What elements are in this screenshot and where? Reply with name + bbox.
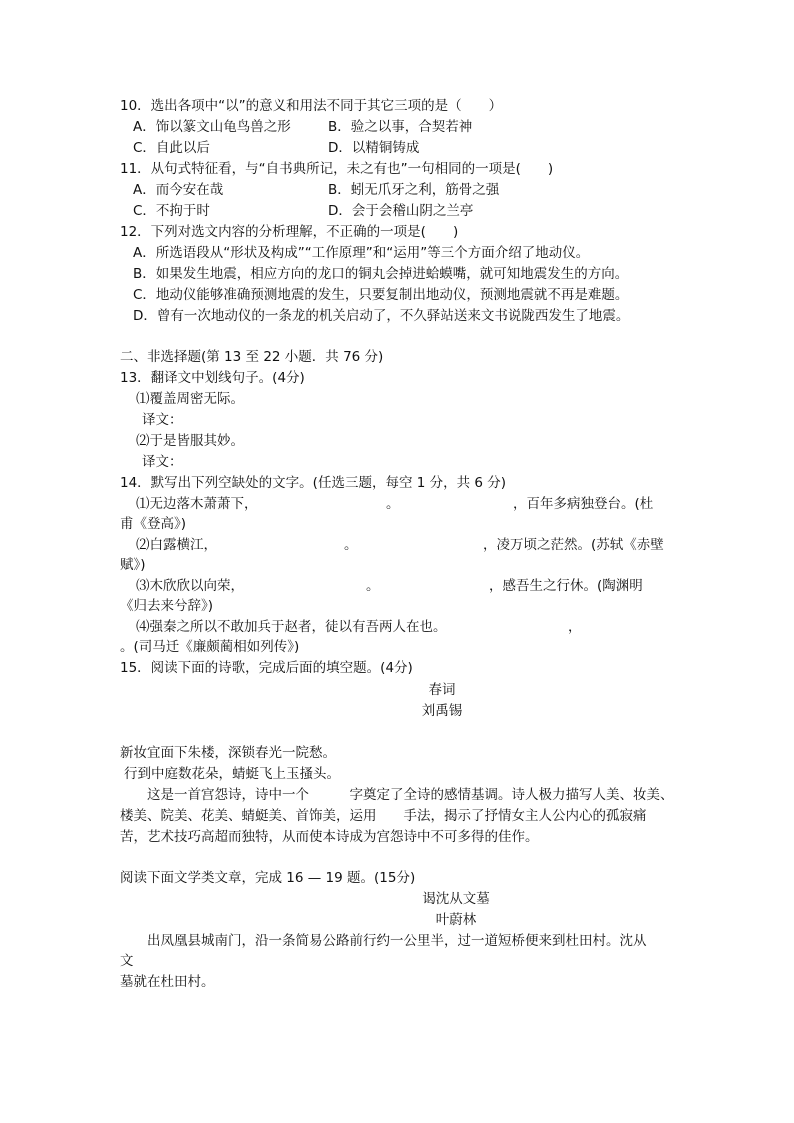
q15-paragraph-1: 这是一首宫怨诗，诗中一个 字奠定了全诗的感情基调。诗人极力描写人美、妆美、 xyxy=(147,787,674,803)
q14-line2-b: 。 xyxy=(344,537,358,553)
q14-line1-c: ，百年多病独登台。(杜 xyxy=(513,496,654,512)
q14-stem: 14．默写出下列空缺处的文字。(任选三题，每空 1 分，共 6 分) xyxy=(120,475,507,491)
q13-sentence-1: ⑴覆盖周密无际。 xyxy=(136,391,244,407)
q13-answer-2: 译文： xyxy=(142,454,183,470)
q10-option-c: C．自此以后 xyxy=(133,140,210,156)
section-heading: 二、非选择题(第 13 至 22 小题．共 76 分) xyxy=(120,349,384,365)
q10-option-d: D．以精铜铸成 xyxy=(328,140,420,156)
q11-option-a: A．而今安在哉 xyxy=(133,182,224,198)
q13-sentence-2: ⑵于是皆服其妙。 xyxy=(136,433,244,449)
poem-title: 春词 xyxy=(428,682,456,698)
q14-line1-b: 。 xyxy=(386,496,400,512)
article-title: 谒沈从文墓 xyxy=(422,891,490,907)
poem-verse-2: 行到中庭数花朵，蜻蜓飞上玉搔头。 xyxy=(124,766,340,782)
q14-line4-b: ， xyxy=(568,619,582,635)
poem-author: 刘禹锡 xyxy=(421,703,463,719)
q11-stem: 11．从句式特征看，与“自书典所记，未之有也”一句相同的一项是( ) xyxy=(120,161,554,177)
q12-option-a: A．所选语段从“形状及构成”“工作原理”和“运用”等三个方面介绍了地动仪。 xyxy=(133,245,590,261)
q11-option-c: C．不拘于时 xyxy=(133,203,210,219)
q12-option-d: D．曾有一次地动仪的一条龙的机关启动了，不久驿站送来文书说陇西发生了地震。 xyxy=(133,308,630,324)
q14-line3-b: 。 xyxy=(366,578,380,594)
q12-option-b: B．如果发生地震，相应方向的龙口的铜丸会掉进蛤蟆嘴，就可知地震发生的方向。 xyxy=(133,266,629,282)
q11-option-d: D．会于会稽山阴之兰亭 xyxy=(328,203,474,219)
q14-line4-a: ⑷强秦之所以不敢加兵于赵者，徒以有吾两人在也。 xyxy=(136,619,447,635)
article-paragraph-2: 墓就在杜田村。 xyxy=(120,974,215,990)
q14-line2-c: ，凌万顷之茫然。(苏轼《赤壁 xyxy=(483,537,664,553)
q14-line3-c: ，感吾生之行休。(陶渊明 xyxy=(489,578,643,594)
q10-option-a: A．饰以篆文山龟鸟兽之形 xyxy=(133,119,291,135)
q14-line2-d: 赋》) xyxy=(120,557,146,573)
q14-line4-c: 。(司马迁《廉颇蔺相如列传》) xyxy=(120,639,300,655)
q15-paragraph-3: 苦，艺术技巧高超而独特，从而使本诗成为宫怨诗中不可多得的佳作。 xyxy=(120,829,539,845)
q12-option-c: C．地动仪能够准确预测地震的发生，只要复制出地动仪，预测地震就不再是难题。 xyxy=(133,287,629,303)
q13-answer-1: 译文： xyxy=(142,412,183,428)
q14-line1-a: ⑴无边落木萧萧下， xyxy=(136,496,258,512)
q11-option-b: B．蚓无爪牙之利，筋骨之强 xyxy=(328,182,500,198)
q14-line3-a: ⑶木欣欣以向荣， xyxy=(136,578,244,594)
q15-paragraph-2: 楼美、院美、花美、蜻蜓美、首饰美，运用 手法，揭示了抒情女主人公内心的孤寂痛 xyxy=(120,808,647,824)
q14-line2-a: ⑵白露横江， xyxy=(136,537,217,553)
article-paragraph-1: 出凤凰县城南门，沿一条简易公路前行约一公里半，过一道短桥便来到杜田村。沈从 xyxy=(147,933,647,949)
q10-stem: 10．选出各项中“以”的意义和用法不同于其它三项的是（ ） xyxy=(120,98,503,114)
article-author: 叶蔚林 xyxy=(435,912,477,928)
q10-option-b: B．验之以事，合契若神 xyxy=(328,119,473,135)
poem-verse-1: 新妆宜面下朱楼，深锁春光一院愁。 xyxy=(120,745,336,761)
article-paragraph-1-wrap: 文 xyxy=(120,953,134,969)
q14-line3-d: 《归去来兮辞》) xyxy=(120,598,214,614)
reading-intro: 阅读下面文学类文章，完成 16 — 19 题。(15分) xyxy=(120,870,416,886)
q12-stem: 12．下列对选文内容的分析理解，不正确的一项是( ) xyxy=(120,224,459,240)
q15-stem: 15．阅读下面的诗歌，完成后面的填空题。(4分) xyxy=(120,660,413,676)
q13-stem: 13．翻译文中划线句子。(4分) xyxy=(120,370,305,386)
q14-line1-d: 甫《登高》) xyxy=(120,516,187,532)
